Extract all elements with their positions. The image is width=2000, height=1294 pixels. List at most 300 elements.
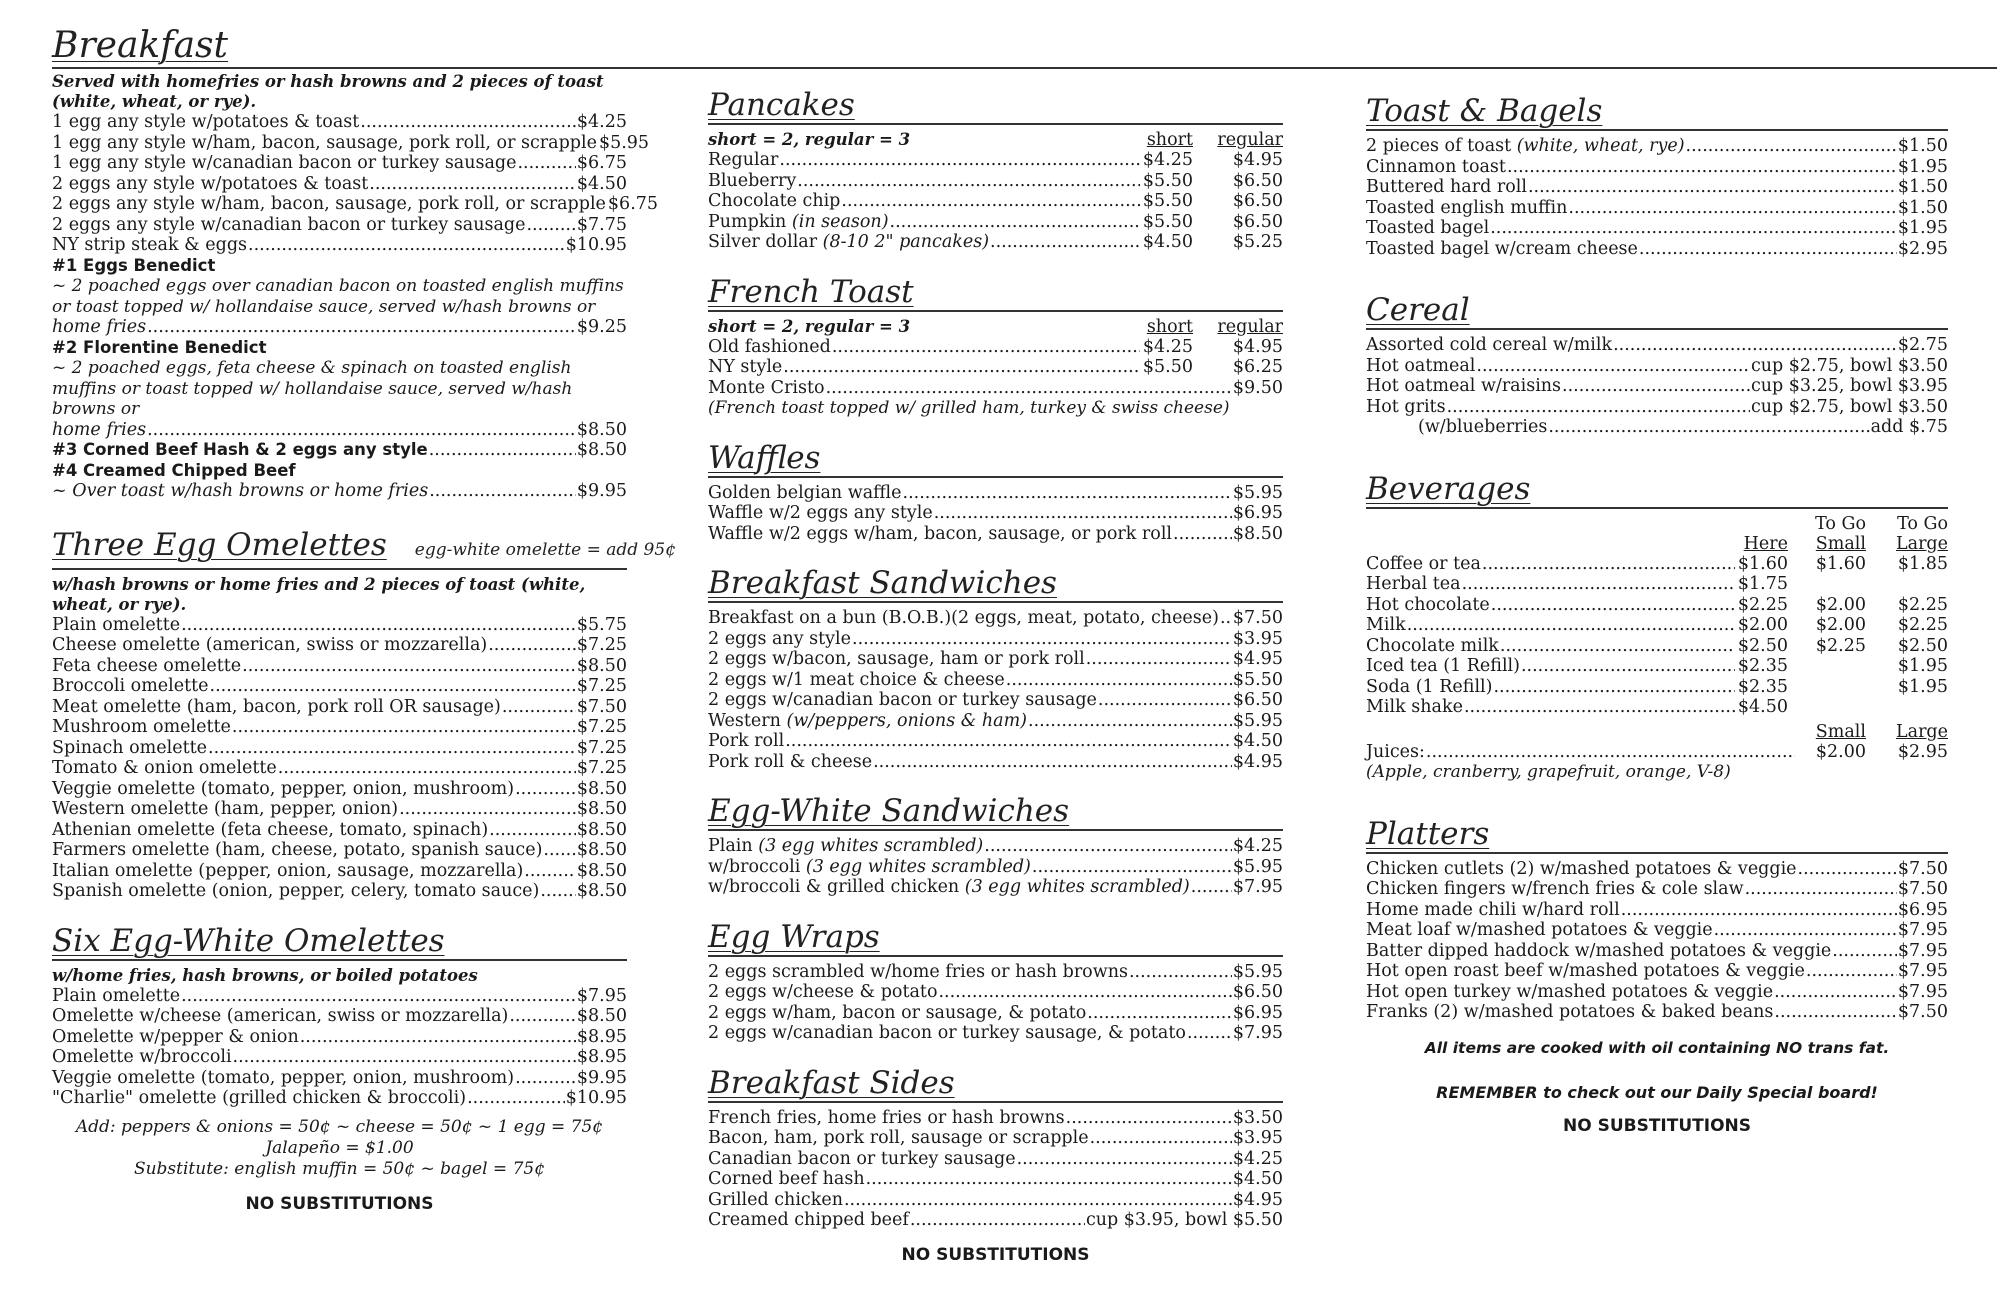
platters-list xyxy=(1366,859,1948,1023)
menu-item-row xyxy=(708,629,1283,650)
leader-dots xyxy=(524,861,576,882)
leader-dots xyxy=(1191,877,1232,898)
item-price: $7.95 xyxy=(1897,940,1948,961)
item-price-large: $1.85 xyxy=(1897,553,1948,574)
item-price: $7.25 xyxy=(576,758,627,778)
item-price: $7.50 xyxy=(1897,879,1948,899)
leader-dots xyxy=(1086,649,1232,670)
menu-item-row xyxy=(52,317,627,338)
pancakes-intro: short = 2, regular = 3 xyxy=(708,130,911,149)
item-name: Waffle w/2 eggs w/ham, bacon, sausage, or pork roll xyxy=(708,523,1173,544)
item-name: Omelette w/cheese (american, swiss or mozzarella) xyxy=(52,1006,509,1026)
header-spacer xyxy=(1366,514,1788,534)
item-name: Pork roll xyxy=(708,731,785,751)
leader-dots xyxy=(210,676,576,697)
item-name: 2 eggs w/canadian bacon or turkey sausage, & potato xyxy=(708,1023,1186,1043)
item-price-regular: $6.50 xyxy=(1193,212,1283,233)
beverages-header-top xyxy=(1366,514,1948,534)
col-header-large: Large xyxy=(1896,721,1948,742)
menu-item-row xyxy=(708,171,1283,192)
item-price: $7.75 xyxy=(576,214,627,235)
menu-item-row xyxy=(1366,239,1948,260)
menu-item-row xyxy=(708,649,1283,670)
menu-item-row xyxy=(708,378,1283,399)
menu-item-row xyxy=(1366,1002,1948,1023)
leader-dots xyxy=(826,378,1232,399)
menu-item-row xyxy=(708,503,1283,524)
item-name: Western (w/peppers, onions & ham) xyxy=(708,710,1028,731)
item-name: Chicken fingers w/french fries & cole slaw xyxy=(1366,879,1744,899)
platters-title-text: Platters xyxy=(1366,815,1490,852)
benedict1-desc: ~ 2 poached eggs over canadian bacon on toasted english muffins or toast topped w/ hollandaise sauce, served w/hash browns or xyxy=(52,276,624,317)
menu-item-row xyxy=(1366,356,1948,377)
item-name: French fries, home fries or hash browns xyxy=(708,1107,1065,1128)
menu-item-row xyxy=(708,524,1283,545)
menu-item-row xyxy=(52,215,627,236)
item-price: $10.95 xyxy=(565,235,627,255)
leader-dots xyxy=(1464,697,1735,718)
item-price: $4.50 xyxy=(576,173,627,194)
item-name: 2 eggs scrambled w/home fries or hash browns xyxy=(708,961,1128,982)
menu-item-row xyxy=(1366,417,1948,438)
item-price: $6.95 xyxy=(1232,1002,1283,1023)
item-name: Corned beef hash xyxy=(708,1169,865,1189)
menu-item-row xyxy=(52,481,627,502)
leader-dots xyxy=(488,635,576,656)
platters-section xyxy=(1366,817,1948,1136)
menu-item-row xyxy=(708,1023,1283,1044)
item-price-large: $2.95 xyxy=(1897,741,1948,762)
item-price: $3.95 xyxy=(1232,1128,1283,1148)
item-price: $7.50 xyxy=(576,696,627,717)
six-egg-title-text: Six Egg-White Omelettes xyxy=(52,922,445,959)
item-price: $7.25 xyxy=(576,737,627,758)
item-price: $7.50 xyxy=(1232,608,1283,628)
leader-dots xyxy=(832,337,1140,358)
addon-line: Add: peppers & onions = 50¢ ~ cheese = 50¢ ~ 1 egg = 75¢ xyxy=(75,1116,604,1137)
platters-title xyxy=(1366,817,1948,854)
menu-item-row xyxy=(52,1027,627,1048)
leader-dots xyxy=(242,656,576,677)
item-price-here: $1.75 xyxy=(1737,574,1788,594)
menu-item-row xyxy=(1366,218,1948,239)
leader-dots xyxy=(1493,677,1735,698)
item-name: ~ Over toast w/hash browns or home fries xyxy=(52,481,429,501)
ewsandwiches-title-text: Egg-White Sandwiches xyxy=(708,793,1070,829)
item-price-short: $5.50 xyxy=(1142,357,1193,377)
menu-item-row xyxy=(52,697,627,718)
beverages-title xyxy=(1366,472,1948,509)
item-price-here: $4.50 xyxy=(1737,697,1788,717)
menu-item-row xyxy=(708,711,1283,732)
leader-dots xyxy=(866,1169,1232,1190)
leader-dots xyxy=(147,420,576,441)
leader-dots xyxy=(181,615,576,636)
leader-dots xyxy=(1613,335,1897,356)
item-price: $7.25 xyxy=(576,717,627,737)
menu-item-row xyxy=(1366,697,1948,718)
french-toast-section xyxy=(708,275,1283,419)
item-name: Regular xyxy=(708,150,779,170)
leader-dots xyxy=(1098,690,1232,711)
menu-item-row xyxy=(52,676,627,697)
item-name: Franks (2) w/mashed potatoes & baked beans xyxy=(1366,1002,1774,1022)
item-price: $4.95 xyxy=(1232,649,1283,669)
menu-item-row xyxy=(52,420,627,441)
menu-item-row xyxy=(708,232,1283,253)
leader-dots xyxy=(526,215,575,236)
menu-item-row xyxy=(1366,136,1948,157)
item-name: Old fashioned xyxy=(708,336,831,357)
three-egg-title xyxy=(52,526,677,570)
item-price: $9.95 xyxy=(576,481,627,501)
col-header-small: Small xyxy=(1815,533,1866,554)
item-name: Blueberry xyxy=(708,170,797,191)
item-price-regular: $6.50 xyxy=(1193,191,1283,212)
item-price-regular: $6.25 xyxy=(1193,357,1283,378)
leader-dots xyxy=(990,232,1140,253)
menu-item-row xyxy=(708,857,1283,878)
item-price-small: $2.25 xyxy=(1815,635,1866,656)
item-price: $6.75 xyxy=(607,194,659,214)
item-price: $8.95 xyxy=(576,1047,627,1067)
leader-dots xyxy=(1832,941,1897,962)
item-name: Toasted english muffin xyxy=(1366,197,1568,218)
item-price-regular: $4.95 xyxy=(1193,337,1283,358)
item-price: $5.75 xyxy=(576,614,627,635)
leader-dots xyxy=(1528,177,1897,198)
item-name: w/broccoli (3 egg whites scrambled) xyxy=(708,856,1031,877)
item-note: (in season) xyxy=(791,211,889,232)
leader-dots xyxy=(360,112,576,133)
item-price: $1.50 xyxy=(1897,197,1948,218)
header-spacer xyxy=(1366,534,1688,554)
menu-item-row xyxy=(1366,961,1948,982)
leader-dots xyxy=(1426,742,1795,763)
item-name: Pork roll & cheese xyxy=(708,751,873,772)
leader-dots xyxy=(1639,239,1897,260)
header-rule xyxy=(52,67,1997,69)
leader-dots xyxy=(232,717,576,738)
leader-dots xyxy=(873,752,1232,773)
leader-dots xyxy=(1006,670,1232,691)
leader-dots xyxy=(984,836,1232,857)
col-header-togo-large: To Go xyxy=(1897,513,1948,534)
menu-item-row xyxy=(1366,335,1948,356)
juice-header xyxy=(1366,722,1948,742)
leader-dots xyxy=(1774,1002,1896,1023)
item-name: 2 pieces of toast (white, wheat, rye) xyxy=(1366,136,1685,156)
item-name: 1 egg any style w/ham, bacon, sausage, pork roll, or scrapple xyxy=(52,132,597,153)
leader-dots xyxy=(1482,554,1735,575)
no-substitutions-note: NO SUBSTITUTIONS xyxy=(901,1244,1090,1265)
menu-item-row xyxy=(1366,397,1948,418)
french-toast-list xyxy=(708,337,1283,378)
item-price: $8.50 xyxy=(576,655,627,676)
item-name: 2 eggs w/cheese & potato xyxy=(708,982,938,1002)
item-name: Assorted cold cereal w/milk xyxy=(1366,335,1613,355)
three-egg-list xyxy=(52,615,627,902)
item-price: $8.50 xyxy=(576,819,627,840)
item-name: Buttered hard roll xyxy=(1366,177,1527,197)
item-name: Coffee or tea xyxy=(1366,553,1481,574)
item-name: Monte Cristo xyxy=(708,377,825,398)
item-price: add $.75 xyxy=(1870,417,1948,437)
menu-item-row xyxy=(708,731,1283,752)
item-name: NY strip steak & eggs xyxy=(52,235,248,255)
menu-item-row xyxy=(708,690,1283,711)
item-price: $4.25 xyxy=(1232,1148,1283,1169)
pancakes-title xyxy=(708,88,1283,125)
menu-column-middle xyxy=(708,88,1283,1287)
item-name: Hot chocolate xyxy=(1366,594,1490,615)
menu-item-row xyxy=(52,1006,627,1027)
col-header-regular: regular xyxy=(1217,130,1283,150)
item-note: (3 egg whites scrambled) xyxy=(964,877,1190,897)
menu-item-row xyxy=(52,112,627,133)
beverages-title-text: Beverages xyxy=(1366,470,1531,507)
item-price-short: $5.50 xyxy=(1142,211,1193,232)
item-price-here: $1.60 xyxy=(1737,553,1788,574)
item-name: Creamed chipped beef xyxy=(708,1210,909,1230)
menu-item-row xyxy=(1366,574,1948,595)
item-price: $9.50 xyxy=(1232,377,1283,398)
menu-item-row xyxy=(52,615,627,636)
leader-dots xyxy=(369,174,576,195)
item-price-regular: $6.50 xyxy=(1193,171,1283,192)
item-price: $1.95 xyxy=(1897,156,1948,177)
menu-item-row xyxy=(1366,615,1948,636)
menu-item-row xyxy=(1366,376,1948,397)
leader-dots xyxy=(1090,1128,1232,1149)
item-note: (w/peppers, onions & ham) xyxy=(786,710,1028,731)
leader-dots xyxy=(1066,1108,1232,1129)
chipped-title: #4 Creamed Chipped Beef xyxy=(52,460,296,480)
leader-dots xyxy=(938,982,1231,1003)
bsandwiches-list xyxy=(708,608,1283,772)
item-name: Spinach omelette xyxy=(52,737,207,758)
item-price-here: $2.00 xyxy=(1737,615,1788,635)
item-price-large: $2.25 xyxy=(1897,594,1948,615)
item-name: Golden belgian waffle xyxy=(708,482,902,503)
item-price: $5.95 xyxy=(1232,961,1283,982)
menu-item-row xyxy=(708,191,1283,212)
item-name: w/broccoli & grilled chicken (3 egg whites scrambled) xyxy=(708,877,1190,897)
item-price-regular: $5.25 xyxy=(1193,232,1283,253)
item-price-short: $4.25 xyxy=(1142,150,1193,170)
item-name: Chocolate chip xyxy=(708,191,841,211)
leader-dots xyxy=(429,481,576,502)
menu-item-row xyxy=(52,153,627,174)
bsandwiches-title xyxy=(708,566,1283,603)
menu-item-row xyxy=(1366,920,1948,941)
leader-dots xyxy=(515,1068,576,1089)
menu-item-row xyxy=(52,758,627,779)
item-price: $4.25 xyxy=(576,112,627,132)
item-name: "Charlie" omelette (grilled chicken & broccoli) xyxy=(52,1088,467,1108)
col-header-short: short xyxy=(1146,130,1193,150)
item-price: $8.50 xyxy=(576,840,627,860)
item-name: Tomato & onion omelette xyxy=(52,758,277,778)
item-name: 2 eggs any style w/canadian bacon or turkey sausage xyxy=(52,214,526,235)
menu-item-row xyxy=(52,1068,627,1089)
leader-dots xyxy=(1028,711,1232,732)
menu-item-row xyxy=(708,150,1283,171)
item-name: Grilled chicken xyxy=(708,1189,843,1210)
item-price-short: $5.50 xyxy=(1142,170,1193,191)
leader-dots xyxy=(399,799,576,820)
menu-item-row xyxy=(708,1149,1283,1170)
menu-item-row xyxy=(1366,636,1948,657)
leader-dots xyxy=(1621,900,1897,921)
item-price: $3.95 xyxy=(1232,628,1283,649)
six-egg-list xyxy=(52,986,627,1109)
col-header-small: Small xyxy=(1815,721,1866,742)
menu-item-row xyxy=(708,982,1283,1003)
addons xyxy=(52,1117,627,1180)
sides-section xyxy=(708,1066,1283,1265)
leader-dots xyxy=(1087,1003,1232,1024)
item-price: $3.50 xyxy=(1232,1107,1283,1128)
item-price: $7.95 xyxy=(1232,877,1283,897)
bsandwiches-section xyxy=(708,566,1283,772)
item-name: NY style xyxy=(708,357,783,377)
item-price-here: $2.25 xyxy=(1737,594,1788,615)
three-egg-title-text: Three Egg Omelettes xyxy=(52,526,387,563)
menu-item-row xyxy=(708,1190,1283,1211)
leader-dots xyxy=(300,1027,576,1048)
item-name: Omelette w/broccoli xyxy=(52,1047,232,1067)
french-toast-title xyxy=(708,275,1283,312)
item-name: Hot open roast beef w/mashed potatoes & veggie xyxy=(1366,961,1805,981)
leader-dots xyxy=(1774,982,1897,1003)
breakfast-title xyxy=(52,26,2000,67)
item-price: $8.50 xyxy=(576,1006,627,1026)
menu-item-row xyxy=(708,752,1283,773)
leader-dots xyxy=(429,440,576,461)
leader-dots xyxy=(797,171,1140,192)
item-name: Herbal tea xyxy=(1366,574,1461,594)
beverages-section xyxy=(1366,472,1948,783)
header-spacer xyxy=(1366,722,1788,742)
item-price: $5.50 xyxy=(1232,669,1283,690)
menu-item-row xyxy=(52,235,627,256)
leader-dots xyxy=(517,153,575,174)
item-name: Chicken cutlets (2) w/mashed potatoes & veggie xyxy=(1366,858,1797,879)
item-price: $5.95 xyxy=(1232,856,1283,877)
item-price-large: $1.95 xyxy=(1897,656,1948,676)
wraps-list xyxy=(708,962,1283,1044)
item-price: $7.95 xyxy=(576,985,627,1006)
item-name: 1 egg any style w/potatoes & toast xyxy=(52,112,360,132)
menu-item-row xyxy=(1366,554,1948,575)
menu-item-row xyxy=(708,212,1283,233)
leader-dots xyxy=(543,840,575,861)
item-price-short: $4.25 xyxy=(1142,336,1193,357)
item-price: $8.50 xyxy=(576,881,627,901)
item-name: 2 eggs any style w/ham, bacon, sausage, pork roll, or scrapple xyxy=(52,194,606,214)
col-header-short: short xyxy=(1146,316,1193,337)
leader-dots xyxy=(1220,608,1232,629)
cereal-title-text: Cereal xyxy=(1366,292,1470,328)
menu-item-row xyxy=(708,962,1283,983)
menu-item-row xyxy=(52,132,650,154)
addon-line: Jalapeño = $1.00 xyxy=(265,1137,414,1158)
item-name: Hot oatmeal xyxy=(1366,355,1476,376)
item-note: (3 egg whites scrambled) xyxy=(805,856,1031,877)
item-price: $7.25 xyxy=(576,635,627,655)
item-name: home fries xyxy=(52,419,147,440)
menu-item-row xyxy=(1366,879,1948,900)
leader-dots xyxy=(1129,962,1232,983)
waffles-title xyxy=(708,441,1283,478)
item-name: Athenian omelette (feta cheese, tomato, spinach) xyxy=(52,819,489,840)
item-name: Plain (3 egg whites scrambled) xyxy=(708,836,984,856)
item-price: $1.50 xyxy=(1897,177,1948,197)
three-egg-section xyxy=(52,526,677,902)
french-toast-header xyxy=(708,317,1283,337)
menu-item-row xyxy=(708,357,1283,378)
item-price-small: $1.60 xyxy=(1815,553,1866,574)
leader-dots xyxy=(910,1210,1085,1231)
item-name: (w/blueberries xyxy=(1418,417,1548,437)
pancakes-section xyxy=(708,88,1283,253)
item-name: Broccoli omelette xyxy=(52,676,209,696)
menu-item-row xyxy=(708,1169,1283,1190)
item-price: $1.95 xyxy=(1897,218,1948,238)
item-name: 2 eggs w/ham, bacon or sausage, & potato xyxy=(708,1002,1087,1023)
item-price: $9.25 xyxy=(576,317,627,337)
six-egg-title xyxy=(52,924,627,961)
item-price: $2.75 xyxy=(1897,335,1948,355)
item-price-short: $5.50 xyxy=(1142,191,1193,211)
item-price: cup $3.25, bowl $3.95 xyxy=(1750,376,1948,396)
benedict2-title: #2 Florentine Benedict xyxy=(52,337,267,357)
leader-dots xyxy=(890,212,1140,233)
menu-item-row xyxy=(1366,177,1948,198)
item-price: cup $2.75, bowl $3.50 xyxy=(1750,396,1948,417)
menu-item-row xyxy=(52,738,627,759)
waffles-title-text: Waffles xyxy=(708,439,821,476)
item-name: Toasted bagel w/cream cheese xyxy=(1366,238,1638,259)
breakfast-section xyxy=(52,25,659,502)
menu-item-row xyxy=(52,779,627,800)
breakfast-title-text: Breakfast xyxy=(52,25,228,66)
beverages-header xyxy=(1366,534,1948,554)
menu-item-row xyxy=(708,877,1283,898)
item-price: $7.95 xyxy=(1897,961,1948,981)
item-name: Mushroom omelette xyxy=(52,717,231,737)
breakfast-list xyxy=(52,112,659,256)
item-price-large: $2.50 xyxy=(1897,635,1948,656)
item-name: Meat loaf w/mashed potatoes & veggie xyxy=(1366,920,1713,940)
sides-title-text: Breakfast Sides xyxy=(708,1064,955,1101)
item-price: $8.50 xyxy=(1232,523,1283,544)
item-price: $7.95 xyxy=(1897,981,1948,1002)
item-name: Iced tea (1 Refill) xyxy=(1366,656,1520,676)
item-name: Plain omelette xyxy=(52,614,181,635)
monte-desc: (French toast topped w/ grilled ham, turkey & swiss cheese) xyxy=(708,398,1230,418)
item-name: Hot grits xyxy=(1366,396,1446,417)
item-name: Milk xyxy=(1366,615,1406,635)
menu-item-row xyxy=(52,717,627,738)
menu-item-row xyxy=(1366,677,1948,698)
no-substitutions-note: NO SUBSTITUTIONS xyxy=(1562,1115,1751,1136)
menu-item-row xyxy=(1366,859,1948,880)
leader-dots xyxy=(785,731,1232,752)
item-name: 2 eggs any style xyxy=(708,628,852,649)
toast-title-text: Toast & Bagels xyxy=(1366,93,1603,129)
